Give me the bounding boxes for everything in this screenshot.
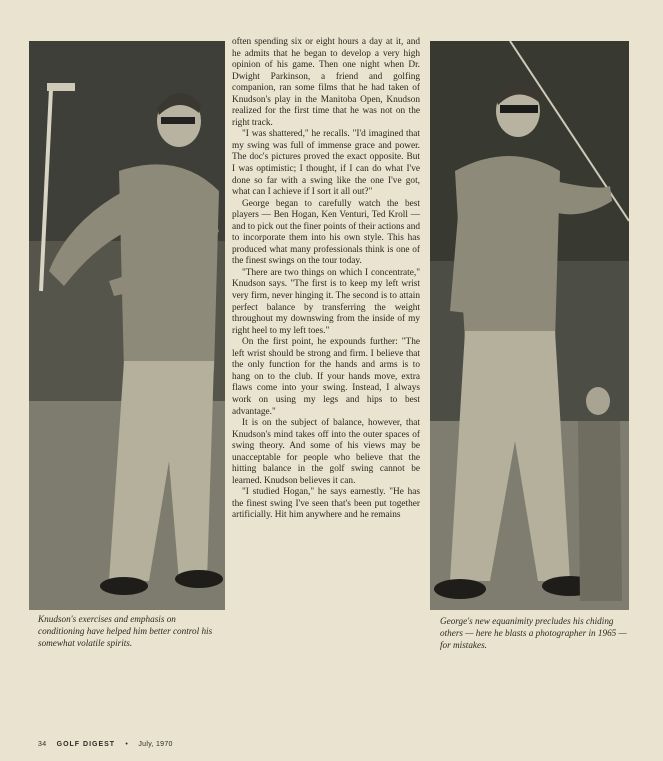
photo-illustration [29,41,225,610]
photo-caption-left: Knudson's exercises and emphasis on conditioning have helped him better control his somewhat volatile spirits. [38,614,213,648]
article-paragraph: "I studied Hogan," he says earnestly. "He has the finest swing I've seen that's been put together artificially. Hit him anywhere and he remains [232,487,420,521]
article-paragraph: It is on the subject of balance, however, that Knudson's mind takes off into the outer spaces of swing theory. And some of his views may be unacceptable for people who believe that the hitting balance in the golf swing cannot be learned. Knudson believes it can. [232,418,420,486]
article-paragraph: George began to carefully watch the best players — Ben Hogan, Ken Venturi, Ted Kroll — and to pick out the finer points of their actions and to incorporate them into his own style. This has produced what many professionals think is one of the finest swings on the tour today. [232,198,420,267]
page-footer [38,741,181,748]
article-paragraph: "I was shattered," he recalls. "I'd imagined that my swing was full of immense grace and power. The doc's pictures proved the exact opposite. But I was optimistic; I thought, if I can do what I've done so far with a swing like the one I've got, what can I achieve if I sort it all out?" [232,129,420,198]
article-paragraph: On the first point, he expounds further: "The left wrist should be strong and firm. I believe that the only function for the hands and arms is to hang on to the club. If your hands move, extra flaws come into your swing. Instead, I always work on using my legs and hips to best advantage." [232,337,420,417]
article-text-column [232,37,420,522]
footer-separator: • [125,741,129,748]
photo-golfer-gesture [430,41,629,610]
magazine-name: GOLF DIGEST [56,741,116,748]
article-paragraph: "There are two things on which I concentrate," Knudson says. "The first is to keep my left wrist very firm, never hinging it. The second is to attain perfect balance by transferring the weight throughout my downswing from the inside of my right heel to my left toes." [232,267,420,336]
photo-golfer-swing [29,41,225,610]
article-paragraph: often spending six or eight hours a day at it, and he admits that he began to develop a very high opinion of his game. Then one night when Dr. Dwight Parkinson, a friend and golfing companion, ran some films that he had taken of Knudson's play in the Manitoba Open, Knudson realized for the first time that he was not on the right track. [232,37,420,128]
photo-illustration [430,41,629,610]
issue-date: July, 1970 [138,741,173,748]
page-number: 34 [38,741,47,748]
photo-caption-right: George's new equanimity precludes his chiding others — here he blasts a photographer in 1965 — for mistakes. [440,616,627,650]
